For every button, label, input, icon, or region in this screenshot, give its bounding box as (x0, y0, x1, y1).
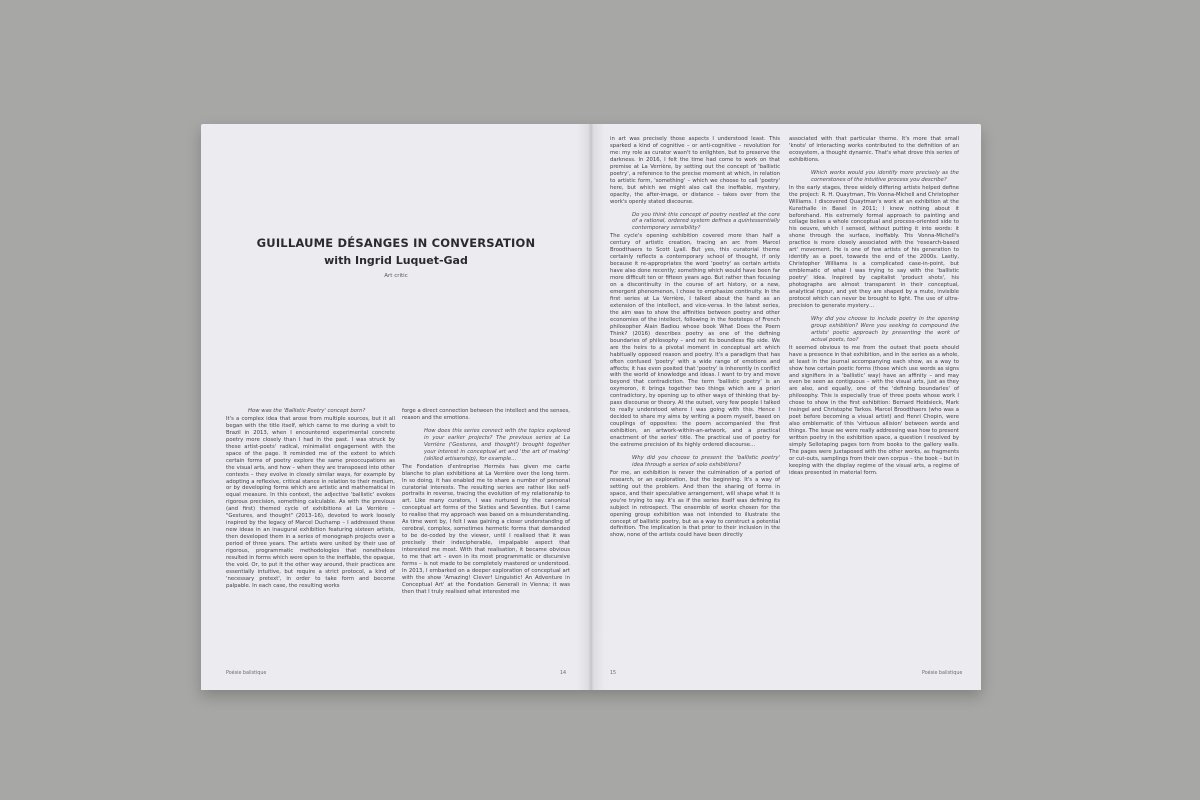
left-column-2 (402, 408, 570, 658)
magazine-spread (201, 124, 981, 690)
article-subtitle: with Ingrid Luquet-Gad (324, 254, 468, 267)
question: Why did you choose to include poetry in the opening group exhibition? Were you seeking to compound the artists' poetic approach by presenting the work of actual poets, too? (811, 315, 959, 343)
footer-title: Poésie balistique (226, 671, 267, 676)
title-block (201, 236, 591, 279)
page-number: 14 (560, 671, 567, 676)
question: Which works would you identify more precisely as the cornerstones of the intuitive process you describe? (811, 169, 959, 183)
question: Why did you choose to present the 'ballistic poetry' idea through a series of solo exhibitions? (632, 454, 780, 468)
right-column-1 (610, 136, 780, 658)
left-column-1 (226, 408, 395, 658)
paragraph: associated with that particular theme. It's more that small 'knots' of interacting works contributed to the definition of an ecosystem, a thought dynamic. That's what drove this series of exhibitions. (789, 136, 959, 163)
question: How was the 'Ballistic Poetry' concept born? (248, 408, 366, 414)
paragraph: It's a complex idea that arose from multiple sources, but it all began with the title itself, which came to me during a visit to Brazil in 2013, when I encountered experimental concrete poetry more closely than I had in the past. I was struck by these artist-poets' radical, minimalist engagement with the space of the page. It reminded me of the extent to which certain forms of poetry explore the same preoccupations as the visual arts, and how – when they are transposed into other contexts – they evolve in closely similar ways, for example by adopting a reflexive, critical stance in relation to their medium, or by developing forms which are artistic and mathematical in equal measure. In this context, the adjective 'ballistic' evokes rigorous precision, something calculable. As with the previous (and first) themed cycle of exhibitions at La Verrière – "Gestures, and thought" (2013–16), devoted to work loosely inspired by the legacy of Marcel Duchamp – I addressed these new ideas in an inaugural exhibition featuring sixteen artists, then developed them in a series of monograph projects over a period of three years. The artists were united by their use of rigorous, programmatic methodologies that nonetheless resulted in forms which were open to the ineffable, the opaque, the void. Or, to put it the other way around, their practices are essentially intuitive, but require a strict protocol, a kind of 'necessary pretext', in order to take form and become palpable. In each case, the resulting works (226, 415, 395, 589)
left-page (201, 124, 591, 690)
question: Do you think this concept of poetry nestled at the core of a rational, ordered system defines a quintessentially contemporary sensibility? (632, 211, 780, 232)
paragraph: forge a direct connection between the intellect and the senses, reason and the emotions. (402, 408, 570, 421)
right-page (591, 124, 981, 690)
article-title: GUILLAUME DÉSANGES IN CONVERSATION (256, 236, 536, 250)
footer-title: Poésie balistique (922, 671, 963, 676)
paragraph: For me, an exhibition is never the culmination of a period of research, or an exploration, but the beginning. It's a way of setting out the problem. And then the sharing of forms in space, and their speculative arrangement, will shape what it is you're trying to say. It's as if the series itself was defining its subject in retrospect. The ensemble of works chosen for the opening group exhibition was not intended to illustrate the concept of ballistic poetry, but as a way to construct a potential definition. The implication is that prior to their inclusion in the show, none of the artists could have been directly (610, 469, 780, 539)
paragraph: The cycle's opening exhibition covered more than half a century of artistic creation, tracing an arc from Marcel Broodthaers to Scott Lyall. But yes, this curatorial theme certainly reflects a contemporary school of thought, if only because it re-appropriates the word 'poetry' as certain artists have also done recently; something which would have been far more difficult ten or fifteen years ago. But rather than focusing on a discontinuity in the course of art history, or a new, emergent phenomenon, I chose to emphasize continuity. In the first series at La Verrière, I talked about the hand as an extension of the intellect, and vice-versa. In the latest series, the aim was to show the affinities between poetry and other economies of the intellect, following in the footsteps of French philosopher Alain Badiou whose book What Does the Poem Think? (2016) describes poetry as one of the defining boundaries of philosophy – and not its boundless flip side. We are the heirs to a pivotal moment in conceptual art which habitually opposed reason and poetry. It's a paradigm that has often confused 'poetry' with a wide range of emotions and affects; it has even posited that 'poetry' is inherently in conflict with the world of knowledge and ideas. I want to try and move beyond that contradiction. The term 'ballistic poetry' is an oxymoron, it brings together two things which are a priori contradictory, by opening up to other ways of thinking that by-pass discourse or theory. At the outset, very few people I talked to really understood where I was going with this. Hence I decided to share my aims by writing a poem myself, based on couplings of opposites: the poem accompanied the first exhibition, an artwork-within-an-artwork, and a practical enactment of the series' title. The practical use of poetry for the extreme precision of its highly ordered discourse… (610, 233, 780, 448)
author-role: Art critic (384, 273, 408, 279)
paragraph: The Fondation d'entreprise Hermès has given me carte blanche to plan exhibitions at La Verrière over the long term. In so doing, it has enabled me to share a number of personal curatorial interests. The resulting series are rather like self-portraits in reverse, tracing the evolution of my relationship to art. Like many curators, I was nurtured by the canonical conceptual art forms of the Sixties and Seventies. But I came to realise that my approach was based on a misunderstanding. As time went by, I felt I was gaining a closer understanding of cerebral, complex, sometimes hermetic forms that demanded to be de-coded by the viewer, until I realised that it was precisely their indecipherable, impalpable aspect that interested me most. With that realisation, it became obvious to me that art – even in its most programmatic or discursive forms – is not made to be completely mastered or understood. In 2013, I embarked on a deeper exploration of conceptual art with the show 'Amazing! Clever! Linguistic! An Adventure in Conceptual Art' at the Fondation Generali in Vienna; it was then that I truly realised what interested me (402, 463, 570, 595)
paragraph: In the early stages, three widely differing artists helped define the project: R. H. Quaytman, Tris Vonna-Michell and Christopher Williams. I discovered Quaytman's work at an exhibition at the Kunsthalle in Basel in 2011; I knew nothing about it beforehand. His extremely formal approach to painting and collage belies a whole conceptual and process-oriented side to his oeuvre, which I sensed, without putting it into words: it shone through the surface, ineffably. Tris Vonna-Michell's practice is more closely associated with the 'research-based art' movement. He is one of few artists of his generation to identify as a poet, towards the end of the 2000s. Lastly, Christopher Williams is a complicated case-in-point, but emblematic of what I was trying to say with the 'ballistic poetry' idea. Inspired by capitalist 'product shots', his photographs are almost transparent in their conceptual, analytical rigour, and yet they are shaped by a mute, invisible protocol which can never be brought to light. The use of ultra-precision to generate mystery… (789, 184, 959, 309)
paragraph: in art was precisely those aspects I understood least. This sparked a kind of cognitive – or anti-cognitive – revolution for me: my role as curator wasn't to enlighten, but to preserve the darkness. In 2016, I felt the time had come to work on that premise at La Verrière, by setting out the concept of 'ballistic poetry', a reference to the precise moment at which, in relation to artistic form, 'something' – which we choose to call 'poetry' here, but which we might also call the ineffable, mystery, opacity, the after-image, or distance – takes over from the work's openly stated discourse. (610, 136, 780, 205)
question: How does this series connect with the topics explored in your earlier projects? The previous series at La Verrière ('Gestures, and thought') brought together your interest in conceptual art and 'the art of making' (skilled artisanship), for example… (424, 427, 570, 462)
paragraph: It seemed obvious to me from the outset that poets should have a presence in that exhibition, and in the series as a whole, at least in the journal accompanying each show, as a way to show how certain poetic forms (those which use words as signs and signifiers in a 'ballistic' way) have an affinity – and may even be seen as contiguous – with the visual arts, just as they are also, and equally, one of the 'defining boundaries' of philosophy. This is especially true of three poets whose work I chose to show in the first exhibition: Bernard Heidsieck, Mark Insingel and Christophe Tarkos. Marcel Broodthaers (who was a poet before becoming a visual artist) and Henri Chopin, were also emblematic of this 'virtuous allision' between words and things. The issue we were really addressing was how to present written poetry in the exhibition space, a question I resolved by simply Sellotaping pages torn from books to the gallery walls. The pages were juxtaposed with the other works, as fragments or cut-outs, samplings from their own corpus – the book – but in keeping with the display regime of the visual arts, a regime of ideas presented in material form. (789, 344, 959, 476)
page-number: 15 (610, 671, 617, 676)
right-column-2 (789, 136, 959, 658)
